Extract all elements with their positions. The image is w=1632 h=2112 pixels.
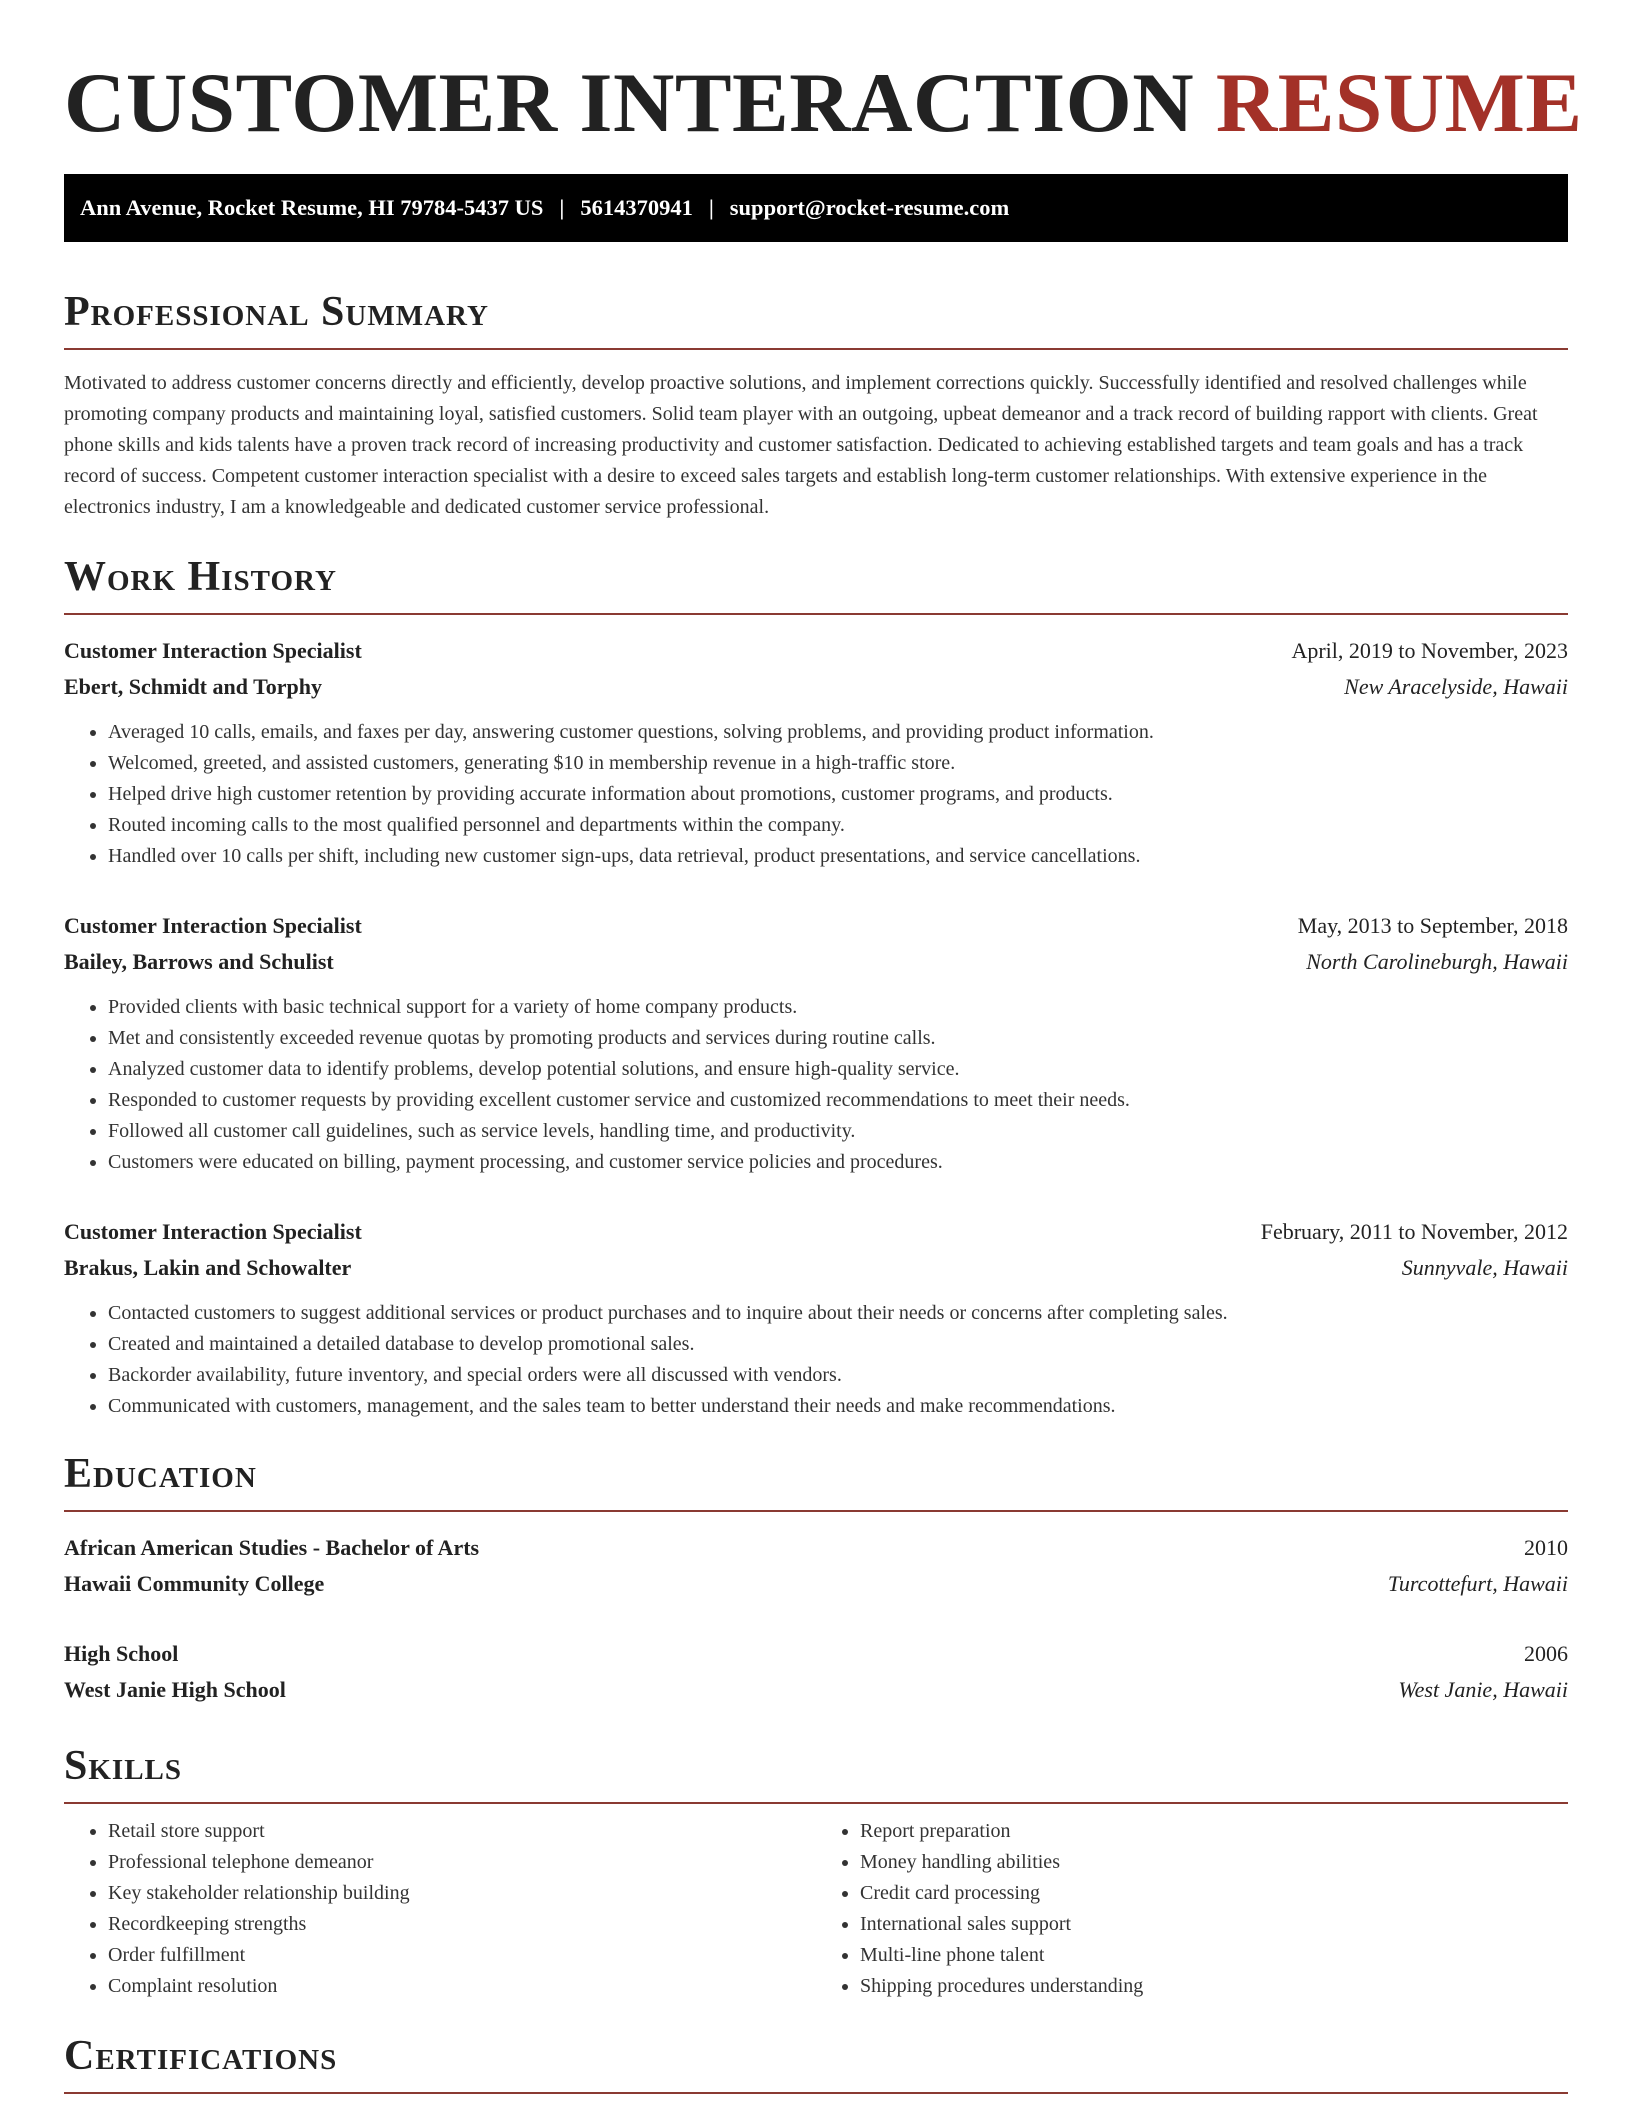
job-bullet: • Handled over 10 calls per shift, including new customer sign-ups, data retrieval, product presentations, and service cancellations. xyxy=(108,841,1568,872)
skill-item: • Complaint resolution xyxy=(108,1971,816,2002)
job-company: Brakus, Lakin and Schowalter xyxy=(64,1255,352,1280)
education-school: West Janie High School xyxy=(64,1677,286,1702)
skill-item: • Professional telephone demeanor xyxy=(108,1847,816,1878)
education-year: 2006 xyxy=(1524,1641,1568,1666)
education-entry xyxy=(64,1636,1568,1708)
education-entry xyxy=(64,1530,1568,1602)
job-dates: April, 2019 to November, 2023 xyxy=(1291,638,1568,663)
section-divider xyxy=(64,2092,1568,2094)
skill-item: • International sales support xyxy=(860,1909,1568,1940)
contact-bar xyxy=(64,174,1568,242)
certifications-section xyxy=(64,2032,1568,2094)
job-entry xyxy=(64,908,1568,1178)
skill-item: • Shipping procedures understanding xyxy=(860,1971,1568,2002)
job-bullet: • Contacted customers to suggest additional services or product purchases and to inquire about their needs or concerns after completing sales. xyxy=(108,1298,1568,1329)
summary-text: Motivated to address customer concerns directly and efficiently, develop proactive solutions, and implement corrections quickly. Successfully identified and resolved challenges while promoting company products and maintaining loyal, satisfied customers. Solid team player with an outgoing, upbeat demeanor and a track record of building rapport with clients. Great phone skills and kids talents have a proven track record of increasing productivity and customer satisfaction. Dedicated to achieving established targets and team goals and has a track record of success. Competent customer interaction specialist with a desire to exceed sales targets and establish long-term customer relationships. With extensive experience in the electronics industry, I am a knowledgeable and dedicated customer service professional. xyxy=(64,372,1538,518)
job-role: Customer Interaction Specialist xyxy=(64,913,362,938)
job-bullet: • Routed incoming calls to the most qualified personnel and departments within the company. xyxy=(108,810,1568,841)
resume-title xyxy=(64,52,1583,154)
skill-item: • Multi-line phone talent xyxy=(860,1940,1568,1971)
job-company: Ebert, Schmidt and Torphy xyxy=(64,674,322,699)
skill-item: • Key stakeholder relationship building xyxy=(108,1878,816,1909)
summary-section xyxy=(64,288,1568,523)
title-accent: RESUME xyxy=(1215,56,1583,150)
contact-email: support@rocket-resume.com xyxy=(729,195,1010,220)
job-entry xyxy=(64,633,1568,872)
job-dates: February, 2011 to November, 2012 xyxy=(1260,1219,1568,1244)
skill-item: • Retail store support xyxy=(108,1816,816,1847)
job-location: New Aracelyside, Hawaii xyxy=(1344,674,1568,699)
section-divider xyxy=(64,613,1568,615)
job-bullet: • Met and consistently exceeded revenue quotas by promoting products and services during routine calls. xyxy=(108,1023,1568,1054)
education-degree: African American Studies - Bachelor of Arts xyxy=(64,1535,480,1560)
skill-item: • Report preparation xyxy=(860,1816,1568,1847)
skills-columns xyxy=(64,1816,1568,2002)
contact-phone: 5614370941 xyxy=(580,195,693,220)
section-divider xyxy=(64,1802,1568,1804)
work-history-section xyxy=(64,553,1568,1422)
job-role: Customer Interaction Specialist xyxy=(64,1219,362,1244)
section-title-work-history: Work History xyxy=(64,554,337,600)
skill-item: • Credit card processing xyxy=(860,1878,1568,1909)
job-bullet: • Followed all customer call guidelines, such as service levels, handling time, and productivity. xyxy=(108,1116,1568,1147)
job-bullet: • Analyzed customer data to identify problems, develop potential solutions, and ensure high-quality service. xyxy=(108,1054,1568,1085)
section-divider xyxy=(64,348,1568,350)
education-location: Turcottefurt, Hawaii xyxy=(1387,1571,1568,1596)
skills-section xyxy=(64,1742,1568,2002)
contact-separator: | xyxy=(708,195,714,220)
skills-list-right xyxy=(816,1816,1568,2002)
skill-item: • Money handling abilities xyxy=(860,1847,1568,1878)
job-location: North Carolineburgh, Hawaii xyxy=(1306,949,1568,974)
job-bullet: • Created and maintained a detailed database to develop promotional sales. xyxy=(108,1329,1568,1360)
job-bullet: • Averaged 10 calls, emails, and faxes per day, answering customer questions, solving problems, and providing product information. xyxy=(108,717,1568,748)
section-divider xyxy=(64,1510,1568,1512)
skill-item: • Recordkeeping strengths xyxy=(108,1909,816,1940)
job-entry xyxy=(64,1214,1568,1422)
job-bullet: • Helped drive high customer retention by providing accurate information about promotions, customer programs, and products. xyxy=(108,779,1568,810)
contact-separator: | xyxy=(559,195,565,220)
section-title-skills: Skills xyxy=(64,1743,183,1789)
section-title-education: Education xyxy=(64,1451,257,1497)
education-degree: High School xyxy=(64,1641,179,1666)
education-year: 2010 xyxy=(1524,1535,1568,1560)
job-dates: May, 2013 to September, 2018 xyxy=(1297,913,1568,938)
job-company: Bailey, Barrows and Schulist xyxy=(64,949,334,974)
section-title-certifications: Certifications xyxy=(64,2033,338,2079)
education-school: Hawaii Community College xyxy=(64,1571,325,1596)
education-section xyxy=(64,1450,1568,1708)
job-bullet: • Welcomed, greeted, and assisted customers, generating $10 in membership revenue in a high-traffic store. xyxy=(108,748,1568,779)
job-bullet: • Responded to customer requests by providing excellent customer service and customized recommendations to meet their needs. xyxy=(108,1085,1568,1116)
education-location: West Janie, Hawaii xyxy=(1398,1677,1568,1702)
skill-item: • Order fulfillment xyxy=(108,1940,816,1971)
job-bullets xyxy=(64,992,1568,1178)
title-main: CUSTOMER INTERACTION xyxy=(64,56,1195,150)
job-bullets xyxy=(64,1298,1568,1422)
job-location: Sunnyvale, Hawaii xyxy=(1401,1255,1568,1280)
job-bullets xyxy=(64,717,1568,872)
job-bullet: • Provided clients with basic technical support for a variety of home company products. xyxy=(108,992,1568,1023)
job-bullet: • Customers were educated on billing, payment processing, and customer service policies and procedures. xyxy=(108,1147,1568,1178)
contact-address: Ann Avenue, Rocket Resume, HI 79784-5437 US xyxy=(80,195,544,220)
job-role: Customer Interaction Specialist xyxy=(64,638,362,663)
section-title-summary: Professional Summary xyxy=(64,289,489,335)
job-bullet: • Communicated with customers, management, and the sales team to better understand their needs and make recommendations. xyxy=(108,1391,1568,1422)
job-bullet: • Backorder availability, future inventory, and special orders were all discussed with vendors. xyxy=(108,1360,1568,1391)
skills-list-left xyxy=(64,1816,816,2002)
